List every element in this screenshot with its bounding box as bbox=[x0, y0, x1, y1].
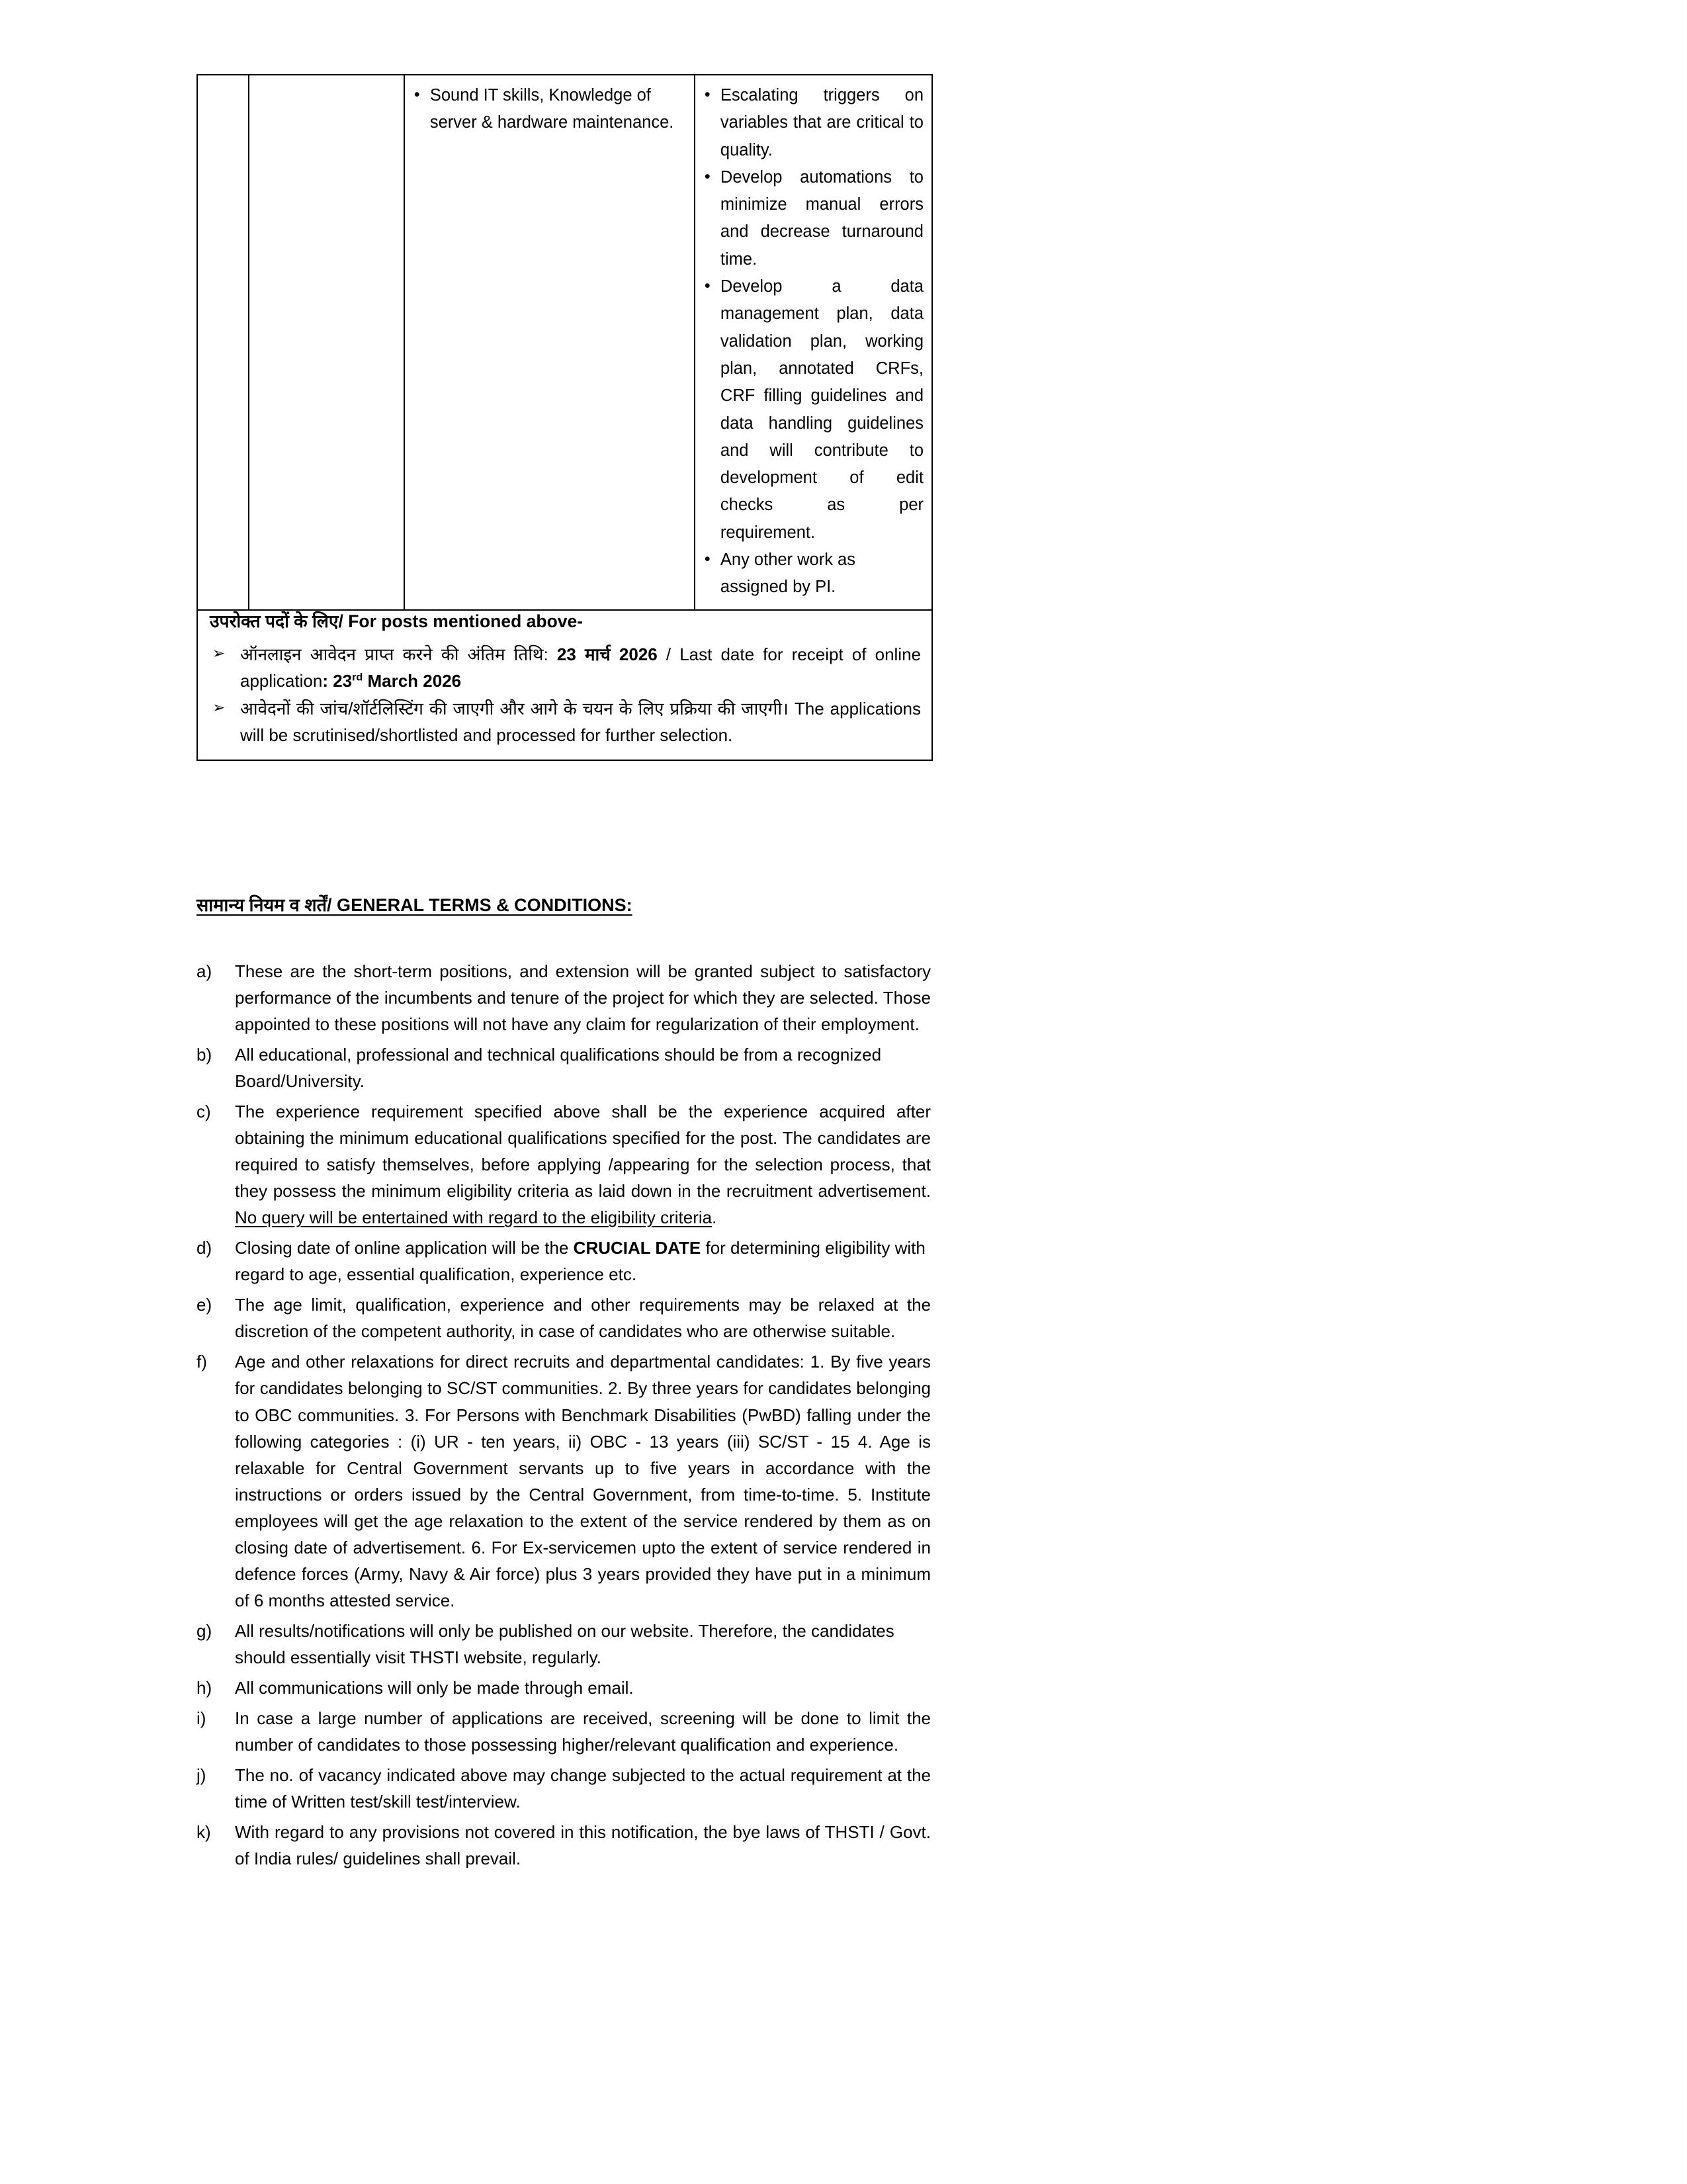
table-cell-duties bbox=[695, 75, 932, 610]
term-text-part: for determining eligibility with regard to age, essential qualification, experience etc. bbox=[235, 1238, 926, 1285]
term-text: Age and other relaxations for direct recruits and departmental candidates: 1. By five years for candidates belonging to SC/ST communities. 2. By three years for candidates belonging to OBC communities. 3. For Persons with Benchmark Disabilities (PwBD) falling under the following categories : (i) UR - ten years, ii) OBC - 13 years (iii) SC/ST - 15 4. Age is relaxable for Central Government servants up to five years in accordance with the instructions or orders issued by the Central Government, from time-to-time. 5. Institute employees will get the age relaxation to the extent of the service rendered by them as on closing date of advertisement. 6. For Ex-servicemen upto the extent of service rendered in defence forces (Army, Navy & Air force) plus 3 years provided they have put in a minimum of 6 months attested service. bbox=[235, 1352, 931, 1610]
list-item-scrutiny: ➢ आवेदनों की जांच/शॉर्टलिस्टिंग की जाएगी और आगे के चयन के लिए प्रक्रिया की जाएगी। The applications will be scrutinised/shortlisted and processed for further selection. bbox=[210, 696, 921, 748]
term-text-bold: CRUCIAL DATE bbox=[573, 1238, 701, 1258]
term-text: All communications will only be made through email. bbox=[235, 1677, 634, 1698]
term-text-underlined: No query will be entertained with regard to the eligibility criteria bbox=[235, 1207, 713, 1228]
term-item-d bbox=[196, 1235, 931, 1288]
term-item-g bbox=[196, 1618, 931, 1671]
term-marker: g) bbox=[196, 1620, 212, 1641]
term-text: These are the short-term positions, and extension will be granted subject to satisfactory performance of the incumbents and tenure of the project for which they are selected. Those appointed to these positions will not have any claim for regularization of their employment. bbox=[235, 961, 931, 1035]
job-spec-table bbox=[196, 74, 933, 611]
term-marker: d) bbox=[196, 1238, 212, 1258]
term-marker: a) bbox=[196, 961, 212, 981]
term-text bbox=[235, 1235, 931, 1288]
last-date-english-rest: March 2026 bbox=[363, 670, 462, 691]
term-text: The age limit, qualification, experience and other requirements may be relaxed at the discretion of the competent authority, in case of candidates who are otherwise suitable. bbox=[235, 1295, 931, 1342]
last-date-separator: / Last date for receipt of online application bbox=[240, 644, 922, 691]
term-text: The no. of vacancy indicated above may change subjected to the actual requirement at the time of Written test/skill test/interview. bbox=[235, 1765, 931, 1812]
duties-bullet-list bbox=[702, 82, 924, 601]
term-item-c bbox=[196, 1098, 931, 1231]
term-marker: h) bbox=[196, 1677, 212, 1698]
posts-mentioned-above-section bbox=[196, 602, 933, 761]
term-marker: j) bbox=[196, 1765, 206, 1785]
list-item: • Escalating triggers on variables that are critical to quality. bbox=[702, 82, 924, 164]
term-marker: c) bbox=[196, 1102, 211, 1122]
term-item-j bbox=[196, 1762, 931, 1815]
last-date-hindi-prefix: ऑनलाइन आवेदन प्राप्त करने की अंतिम तिथि: bbox=[240, 644, 557, 665]
term-item-h bbox=[196, 1675, 931, 1701]
general-terms-list bbox=[196, 958, 931, 1876]
term-text: With regard to any provisions not covered in this notification, the bye laws of THSTI / Govt. of India rules/ guidelines shall prevail. bbox=[235, 1821, 931, 1868]
term-item-b bbox=[196, 1041, 931, 1094]
table-cell-post bbox=[249, 75, 404, 610]
table-cell-skills bbox=[404, 75, 695, 610]
term-text: All results/notifications will only be published on our website. Therefore, the candidates should essentially visit THSTI website, regularly. bbox=[235, 1620, 894, 1667]
term-marker: b) bbox=[196, 1045, 212, 1065]
list-item: • Any other work as assigned by PI. bbox=[702, 546, 924, 601]
term-marker: i) bbox=[196, 1708, 206, 1728]
term-item-k bbox=[196, 1819, 931, 1872]
term-text bbox=[235, 1098, 931, 1231]
skills-bullet-list bbox=[411, 82, 686, 137]
list-item: • Develop automations to minimize manual errors and decrease turnaround time. bbox=[702, 164, 924, 273]
term-item-f bbox=[196, 1348, 931, 1613]
list-item: • Sound IT skills, Knowledge of server & hardware maintenance. bbox=[411, 82, 686, 137]
term-text-part: . bbox=[712, 1207, 717, 1228]
last-date-hindi-value: 23 मार्च 2026 bbox=[556, 644, 658, 665]
posts-section-heading: उपरोक्त पदों के लिए/ For posts mentioned above- bbox=[210, 611, 584, 631]
term-text: In case a large number of applications are received, screening will be done to limit the number of candidates to those possessing higher/relevant qualification and experience. bbox=[235, 1708, 931, 1755]
last-date-english-day: 23 bbox=[333, 670, 353, 691]
term-marker: k) bbox=[196, 1821, 211, 1842]
general-terms-heading: सामान्य नियम व शर्तें/ GENERAL TERMS & CONDITIONS: bbox=[196, 895, 632, 915]
last-date-english-colon: : bbox=[322, 670, 333, 691]
term-text: All educational, professional and technical qualifications should be from a recognized Board/University. bbox=[235, 1045, 882, 1092]
table-row bbox=[197, 75, 932, 610]
last-date-ordinal-suffix: rd bbox=[352, 671, 363, 683]
list-item: • Develop a data management plan, data validation plan, working plan, annotated CRFs, CRF filling guidelines and data handling guidelines and will contribute to development of edit checks as per requirement. bbox=[702, 273, 924, 546]
term-text-part: Closing date of online application will be the bbox=[235, 1238, 574, 1258]
term-item-i bbox=[196, 1705, 931, 1758]
term-marker: e) bbox=[196, 1295, 212, 1315]
list-item-last-date bbox=[210, 642, 921, 694]
term-text-part: The experience requirement specified above shall be the experience acquired after obtaining the minimum educational qualifications specified for the post. The candidates are required to satisfy themselves, before applying /appearing for the selection process, that they possess the minimum eligibility criteria as laid down in the recruitment advertisement. bbox=[235, 1102, 931, 1201]
posts-arrow-list bbox=[210, 642, 921, 748]
term-item-a bbox=[196, 958, 931, 1037]
table-cell-serial bbox=[197, 75, 249, 610]
term-item-e bbox=[196, 1291, 931, 1344]
term-marker: f) bbox=[196, 1352, 207, 1372]
